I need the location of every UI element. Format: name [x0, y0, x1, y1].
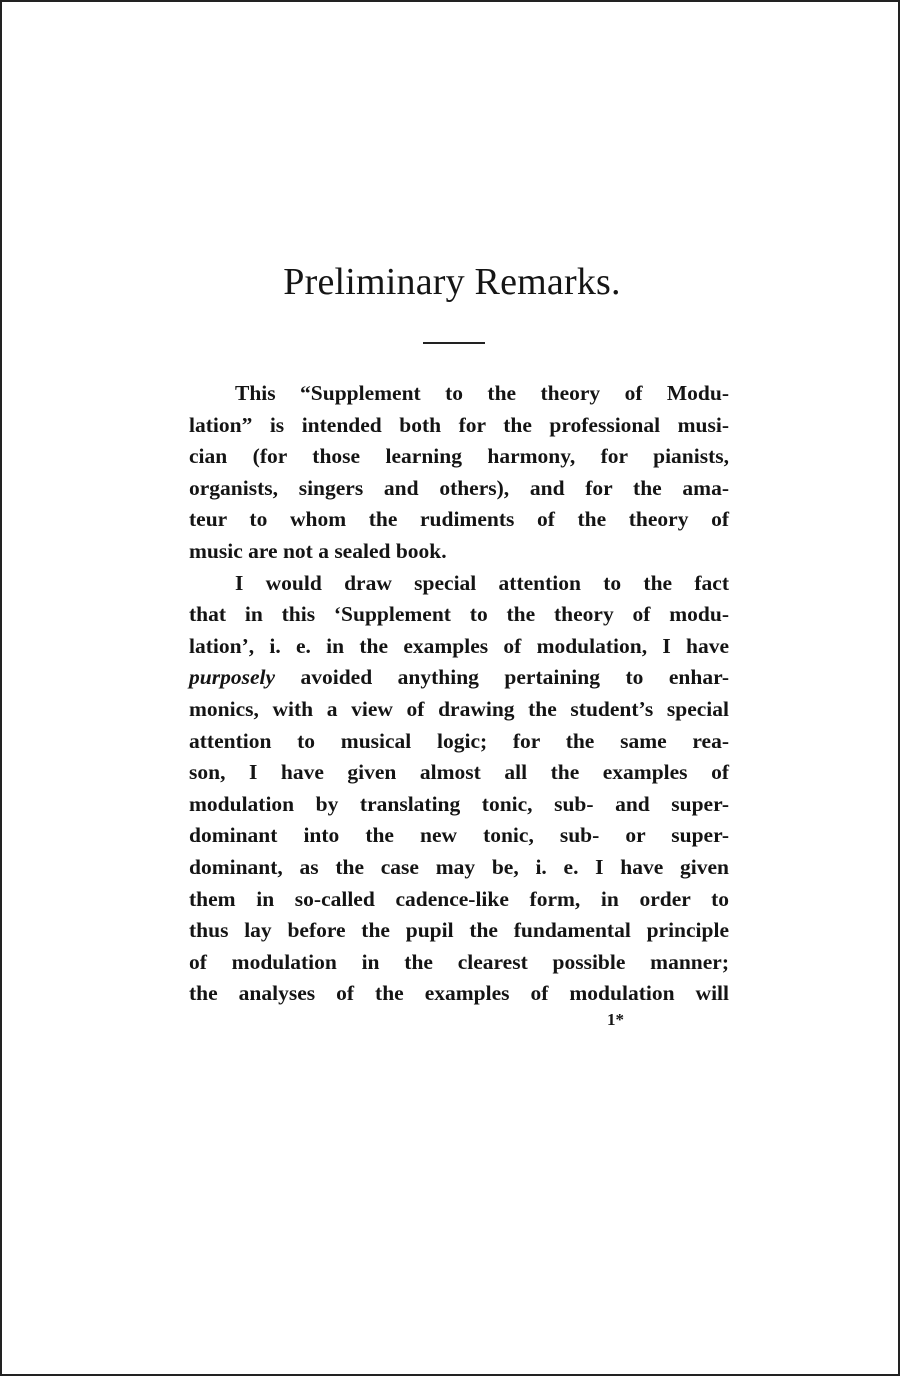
text-line: attention to musical logic; for the same rea-	[189, 728, 729, 753]
text-line: music are not a sealed book.	[189, 538, 447, 563]
paragraph-2	[189, 568, 729, 1010]
text-line: teur to whom the rudiments of the theory of	[189, 507, 729, 532]
text-line: lation’, i. e. in the examples of modulation, I have	[189, 633, 729, 658]
page-title: Preliminary Remarks.	[283, 261, 621, 303]
text-line: monics, with a view of drawing the student’s special	[189, 696, 729, 721]
text-line: cian (for those learning harmony, for pianists,	[189, 444, 729, 469]
title-rule-divider	[423, 342, 485, 344]
paragraph-1	[189, 378, 729, 568]
emphasis-text: purposely	[189, 665, 275, 690]
text-line: I would draw special attention to the fact	[235, 570, 729, 595]
text-line: that in this ‘Supplement to the theory of modu-	[189, 602, 729, 627]
text-line: the analyses of the examples of modulation will	[189, 981, 729, 1006]
text-line: dominant into the new tonic, sub- or super-	[189, 823, 729, 848]
text-line: them in so-called cadence-like form, in order to	[189, 886, 729, 911]
text-line: modulation by translating tonic, sub- and super-	[189, 791, 729, 816]
text-line: son, I have given almost all the examples of	[189, 760, 729, 785]
text-line: lation” is intended both for the professional musi-	[189, 412, 729, 437]
text-line: thus lay before the pupil the fundamental principle	[189, 918, 729, 943]
page-number: 1*	[607, 1010, 624, 1029]
text-line: organists, singers and others), and for the ama-	[189, 475, 729, 500]
body-text	[189, 378, 729, 1010]
text-line: dominant, as the case may be, i. e. I have given	[189, 854, 729, 879]
text-line: of modulation in the clearest possible manner;	[189, 949, 729, 974]
text-line: purposely avoided anything pertaining to enhar-	[189, 665, 729, 690]
text-line: This “Supplement to the theory of Modu-	[235, 381, 729, 405]
